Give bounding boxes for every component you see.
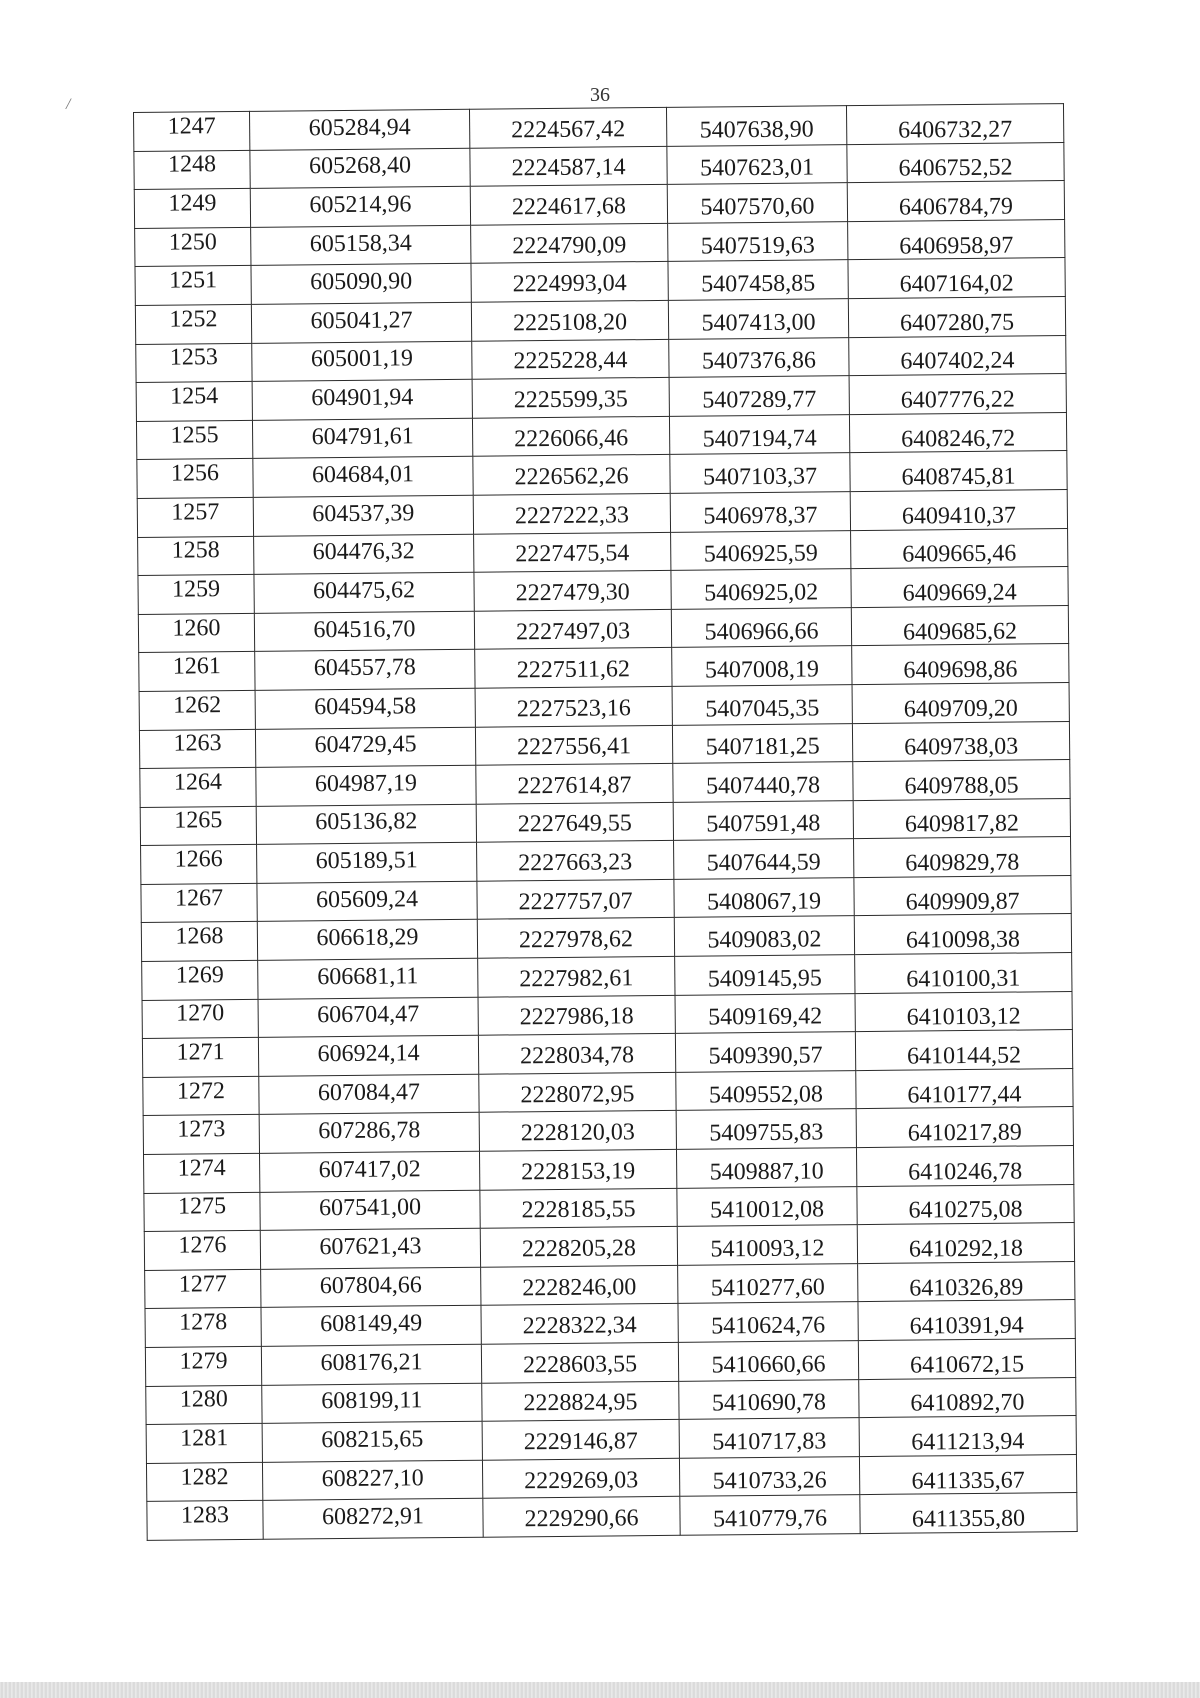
- value-cell-2: 2224790,09: [471, 223, 668, 263]
- value-cell-4: 6408246,72: [849, 412, 1066, 453]
- point-number-cell: 1272: [143, 1076, 259, 1116]
- value-cell-1: 607804,66: [261, 1267, 481, 1308]
- point-number-cell: 1273: [143, 1115, 259, 1155]
- value-cell-1: 605041,27: [251, 302, 471, 343]
- value-cell-4: 6410892,70: [859, 1377, 1076, 1418]
- value-cell-2: 2227556,41: [475, 725, 672, 765]
- value-cell-2: 2228603,55: [481, 1342, 678, 1382]
- point-number-cell: 1283: [147, 1501, 263, 1541]
- value-cell-2: 2224993,04: [471, 262, 668, 302]
- value-cell-2: 2227649,55: [476, 802, 673, 842]
- value-cell-1: 607417,02: [260, 1151, 480, 1192]
- value-cell-1: 605609,24: [257, 881, 477, 922]
- value-cell-1: 608272,91: [263, 1499, 483, 1540]
- value-cell-4: 6408745,81: [850, 451, 1067, 492]
- value-cell-1: 608215,65: [262, 1421, 482, 1462]
- point-number-cell: 1256: [137, 459, 253, 499]
- value-cell-2: 2229269,03: [482, 1458, 679, 1498]
- value-cell-1: 605214,96: [250, 186, 470, 227]
- value-cell-2: 2225599,35: [472, 378, 669, 418]
- value-cell-4: 6411213,94: [859, 1416, 1076, 1457]
- value-cell-3: 5407591,48: [673, 800, 853, 840]
- scan-edge-strip: [0, 1682, 1200, 1698]
- value-cell-3: 5406978,37: [670, 492, 850, 532]
- point-number-cell: 1259: [138, 574, 254, 614]
- value-cell-1: 604475,62: [254, 572, 474, 613]
- value-cell-4: 6406958,97: [848, 219, 1065, 260]
- value-cell-3: 5410624,76: [678, 1302, 858, 1342]
- value-cell-1: 607541,00: [260, 1190, 480, 1231]
- value-cell-3: 5406925,02: [671, 569, 851, 609]
- point-number-cell: 1248: [134, 150, 250, 190]
- value-cell-3: 5410660,66: [678, 1341, 858, 1381]
- point-number-cell: 1269: [142, 960, 258, 1000]
- value-cell-2: 2227511,62: [475, 648, 672, 688]
- value-cell-4: 6409410,37: [850, 489, 1067, 530]
- point-number-cell: 1254: [136, 382, 252, 422]
- value-cell-2: 2227479,30: [474, 570, 671, 610]
- value-cell-3: 5407570,60: [667, 183, 847, 223]
- point-number-cell: 1261: [139, 652, 255, 692]
- value-cell-4: 6409788,05: [853, 760, 1070, 801]
- value-cell-4: 6406732,27: [846, 104, 1063, 145]
- value-cell-2: 2229290,66: [483, 1497, 680, 1537]
- point-number-cell: 1270: [142, 999, 258, 1039]
- value-cell-1: 608176,21: [261, 1344, 481, 1385]
- table-body: [134, 104, 1078, 1541]
- value-cell-2: 2228034,78: [478, 1034, 675, 1074]
- value-cell-3: 5409145,95: [675, 955, 855, 995]
- point-number-cell: 1268: [141, 922, 257, 962]
- value-cell-3: 5407458,85: [668, 260, 848, 300]
- value-cell-3: 5407008,19: [672, 646, 852, 686]
- value-cell-4: 6409665,46: [851, 528, 1068, 569]
- value-cell-2: 2227222,33: [473, 493, 670, 533]
- value-cell-3: 5407413,00: [668, 299, 848, 339]
- value-cell-1: 608199,11: [262, 1383, 482, 1424]
- value-cell-4: 6410292,18: [857, 1223, 1074, 1264]
- point-number-cell: 1277: [145, 1269, 261, 1309]
- value-cell-3: 5410690,78: [679, 1379, 859, 1419]
- value-cell-1: 607286,78: [259, 1113, 479, 1154]
- value-cell-1: 604594,58: [255, 688, 475, 729]
- value-cell-1: 606618,29: [257, 920, 477, 961]
- point-number-cell: 1258: [138, 536, 254, 576]
- value-cell-4: 6409829,78: [854, 837, 1071, 878]
- value-cell-1: 605158,34: [251, 225, 471, 266]
- value-cell-1: 608149,49: [261, 1306, 481, 1347]
- page-number: 36: [590, 84, 610, 106]
- value-cell-3: 5410717,83: [679, 1418, 859, 1458]
- value-cell-3: 5410093,12: [677, 1225, 857, 1265]
- value-cell-4: 6409685,62: [851, 605, 1068, 646]
- value-cell-2: 2227986,18: [478, 995, 675, 1035]
- point-number-cell: 1250: [135, 227, 251, 267]
- value-cell-1: 604901,94: [252, 379, 472, 420]
- point-number-cell: 1265: [140, 806, 256, 846]
- point-number-cell: 1271: [142, 1038, 258, 1078]
- value-cell-4: 6411335,67: [859, 1454, 1076, 1495]
- value-cell-3: 5406966,66: [671, 607, 851, 647]
- value-cell-2: 2224567,42: [469, 107, 666, 147]
- value-cell-1: 607621,43: [260, 1228, 480, 1269]
- point-number-cell: 1274: [144, 1153, 260, 1193]
- value-cell-3: 5407623,01: [667, 144, 847, 184]
- value-cell-1: 604729,45: [255, 727, 475, 768]
- value-cell-4: 6410100,31: [855, 953, 1072, 994]
- value-cell-4: 6410177,44: [856, 1068, 1073, 1109]
- value-cell-4: 6407164,02: [848, 258, 1065, 299]
- stray-pen-mark: /: [66, 96, 71, 113]
- point-number-cell: 1279: [145, 1346, 261, 1386]
- value-cell-4: 6407776,22: [849, 374, 1066, 415]
- coordinates-table-wrapper: [133, 103, 1077, 1541]
- point-number-cell: 1278: [145, 1308, 261, 1348]
- value-cell-3: 5409169,42: [675, 993, 855, 1033]
- point-number-cell: 1262: [139, 690, 255, 730]
- value-cell-4: 6409709,20: [852, 682, 1069, 723]
- point-number-cell: 1253: [136, 343, 252, 383]
- point-number-cell: 1267: [141, 883, 257, 923]
- point-number-cell: 1249: [134, 189, 250, 229]
- point-number-cell: 1276: [144, 1231, 260, 1271]
- value-cell-3: 5410779,76: [680, 1495, 860, 1535]
- value-cell-2: 2228072,95: [479, 1072, 676, 1112]
- value-cell-4: 6410391,94: [858, 1300, 1075, 1341]
- value-cell-4: 6410275,08: [857, 1184, 1074, 1225]
- value-cell-2: 2228322,34: [481, 1304, 678, 1344]
- value-cell-2: 2225108,20: [471, 300, 668, 340]
- value-cell-2: 2227523,16: [475, 686, 672, 726]
- value-cell-2: 2224587,14: [470, 146, 667, 186]
- value-cell-2: 2228120,03: [479, 1111, 676, 1151]
- value-cell-2: 2226066,46: [472, 416, 669, 456]
- point-number-cell: 1282: [146, 1462, 262, 1502]
- value-cell-2: 2229146,87: [482, 1420, 679, 1460]
- value-cell-3: 5407181,25: [672, 723, 852, 763]
- value-cell-1: 604987,19: [256, 765, 476, 806]
- value-cell-2: 2228205,28: [480, 1227, 677, 1267]
- value-cell-1: 606924,14: [258, 1035, 478, 1076]
- value-cell-3: 5407638,90: [666, 106, 846, 146]
- value-cell-2: 2227663,23: [477, 841, 674, 881]
- value-cell-3: 5407045,35: [672, 685, 852, 725]
- point-number-cell: 1260: [138, 613, 254, 653]
- point-number-cell: 1257: [137, 497, 253, 537]
- value-cell-2: 2228246,00: [481, 1265, 678, 1305]
- point-number-cell: 1251: [135, 266, 251, 306]
- point-number-cell: 1280: [146, 1385, 262, 1425]
- value-cell-2: 2228185,55: [480, 1188, 677, 1228]
- value-cell-3: 5406925,59: [671, 530, 851, 570]
- value-cell-4: 6406752,52: [847, 142, 1064, 183]
- value-cell-1: 604557,78: [255, 650, 475, 691]
- value-cell-4: 6410246,78: [856, 1146, 1073, 1187]
- value-cell-4: 6409817,82: [853, 798, 1070, 839]
- value-cell-3: 5407194,74: [669, 414, 849, 454]
- value-cell-3: 5410277,60: [678, 1263, 858, 1303]
- value-cell-1: 604476,32: [254, 534, 474, 575]
- value-cell-4: 6409738,03: [852, 721, 1069, 762]
- point-number-cell: 1252: [135, 304, 251, 344]
- value-cell-3: 5407519,63: [668, 221, 848, 261]
- value-cell-2: 2228824,95: [482, 1381, 679, 1421]
- value-cell-4: 6409698,86: [852, 644, 1069, 685]
- value-cell-1: 608227,10: [262, 1460, 482, 1501]
- value-cell-2: 2227757,07: [477, 879, 674, 919]
- value-cell-1: 604791,61: [252, 418, 472, 459]
- value-cell-1: 604516,70: [254, 611, 474, 652]
- value-cell-3: 5410733,26: [679, 1456, 859, 1496]
- value-cell-2: 2228153,19: [479, 1149, 676, 1189]
- value-cell-2: 2226562,26: [473, 455, 670, 495]
- value-cell-4: 6410326,89: [858, 1261, 1075, 1302]
- point-number-cell: 1247: [134, 111, 250, 151]
- value-cell-2: 2227982,61: [478, 956, 675, 996]
- value-cell-3: 5409887,10: [676, 1148, 856, 1188]
- value-cell-4: 6410098,38: [854, 914, 1071, 955]
- value-cell-3: 5407440,78: [673, 762, 853, 802]
- value-cell-4: 6406784,79: [847, 181, 1064, 222]
- value-cell-3: 5410012,08: [677, 1186, 857, 1226]
- value-cell-2: 2227614,87: [476, 763, 673, 803]
- value-cell-1: 606681,11: [258, 958, 478, 999]
- value-cell-1: 605268,40: [250, 148, 470, 189]
- value-cell-2: 2227978,62: [477, 918, 674, 958]
- value-cell-2: 2225228,44: [472, 339, 669, 379]
- point-number-cell: 1263: [139, 729, 255, 769]
- value-cell-4: 6410672,15: [858, 1339, 1075, 1380]
- value-cell-2: 2227497,03: [474, 609, 671, 649]
- point-number-cell: 1275: [144, 1192, 260, 1232]
- value-cell-1: 605189,51: [257, 843, 477, 884]
- value-cell-3: 5407376,86: [669, 337, 849, 377]
- value-cell-2: 2227475,54: [474, 532, 671, 572]
- value-cell-4: 6410144,52: [855, 1030, 1072, 1071]
- value-cell-3: 5409083,02: [674, 916, 854, 956]
- value-cell-4: 6407280,75: [848, 297, 1065, 338]
- value-cell-3: 5409552,08: [676, 1070, 856, 1110]
- value-cell-4: 6410217,89: [856, 1107, 1073, 1148]
- value-cell-2: 2224617,68: [470, 185, 667, 225]
- value-cell-3: 5407644,59: [674, 839, 854, 879]
- point-number-cell: 1264: [140, 767, 256, 807]
- value-cell-1: 604537,39: [253, 495, 473, 536]
- value-cell-3: 5407289,77: [669, 376, 849, 416]
- point-number-cell: 1281: [146, 1424, 262, 1464]
- point-number-cell: 1266: [141, 845, 257, 885]
- value-cell-3: 5408067,19: [674, 877, 854, 917]
- value-cell-1: 606704,47: [258, 997, 478, 1038]
- value-cell-3: 5407103,37: [670, 453, 850, 493]
- value-cell-3: 5409390,57: [675, 1032, 855, 1072]
- point-number-cell: 1255: [136, 420, 252, 460]
- value-cell-4: 6410103,12: [855, 991, 1072, 1032]
- value-cell-4: 6407402,24: [849, 335, 1066, 376]
- table-row: [147, 1493, 1077, 1541]
- value-cell-1: 605284,94: [249, 109, 469, 150]
- value-cell-1: 607084,47: [259, 1074, 479, 1115]
- value-cell-4: 6409669,24: [851, 567, 1068, 608]
- value-cell-4: 6411355,80: [860, 1493, 1077, 1534]
- value-cell-1: 604684,01: [253, 457, 473, 498]
- coordinates-table: [133, 103, 1078, 1541]
- value-cell-4: 6409909,87: [854, 875, 1071, 916]
- value-cell-3: 5409755,83: [676, 1109, 856, 1149]
- value-cell-1: 605001,19: [252, 341, 472, 382]
- value-cell-1: 605136,82: [256, 804, 476, 845]
- value-cell-1: 605090,90: [251, 264, 471, 305]
